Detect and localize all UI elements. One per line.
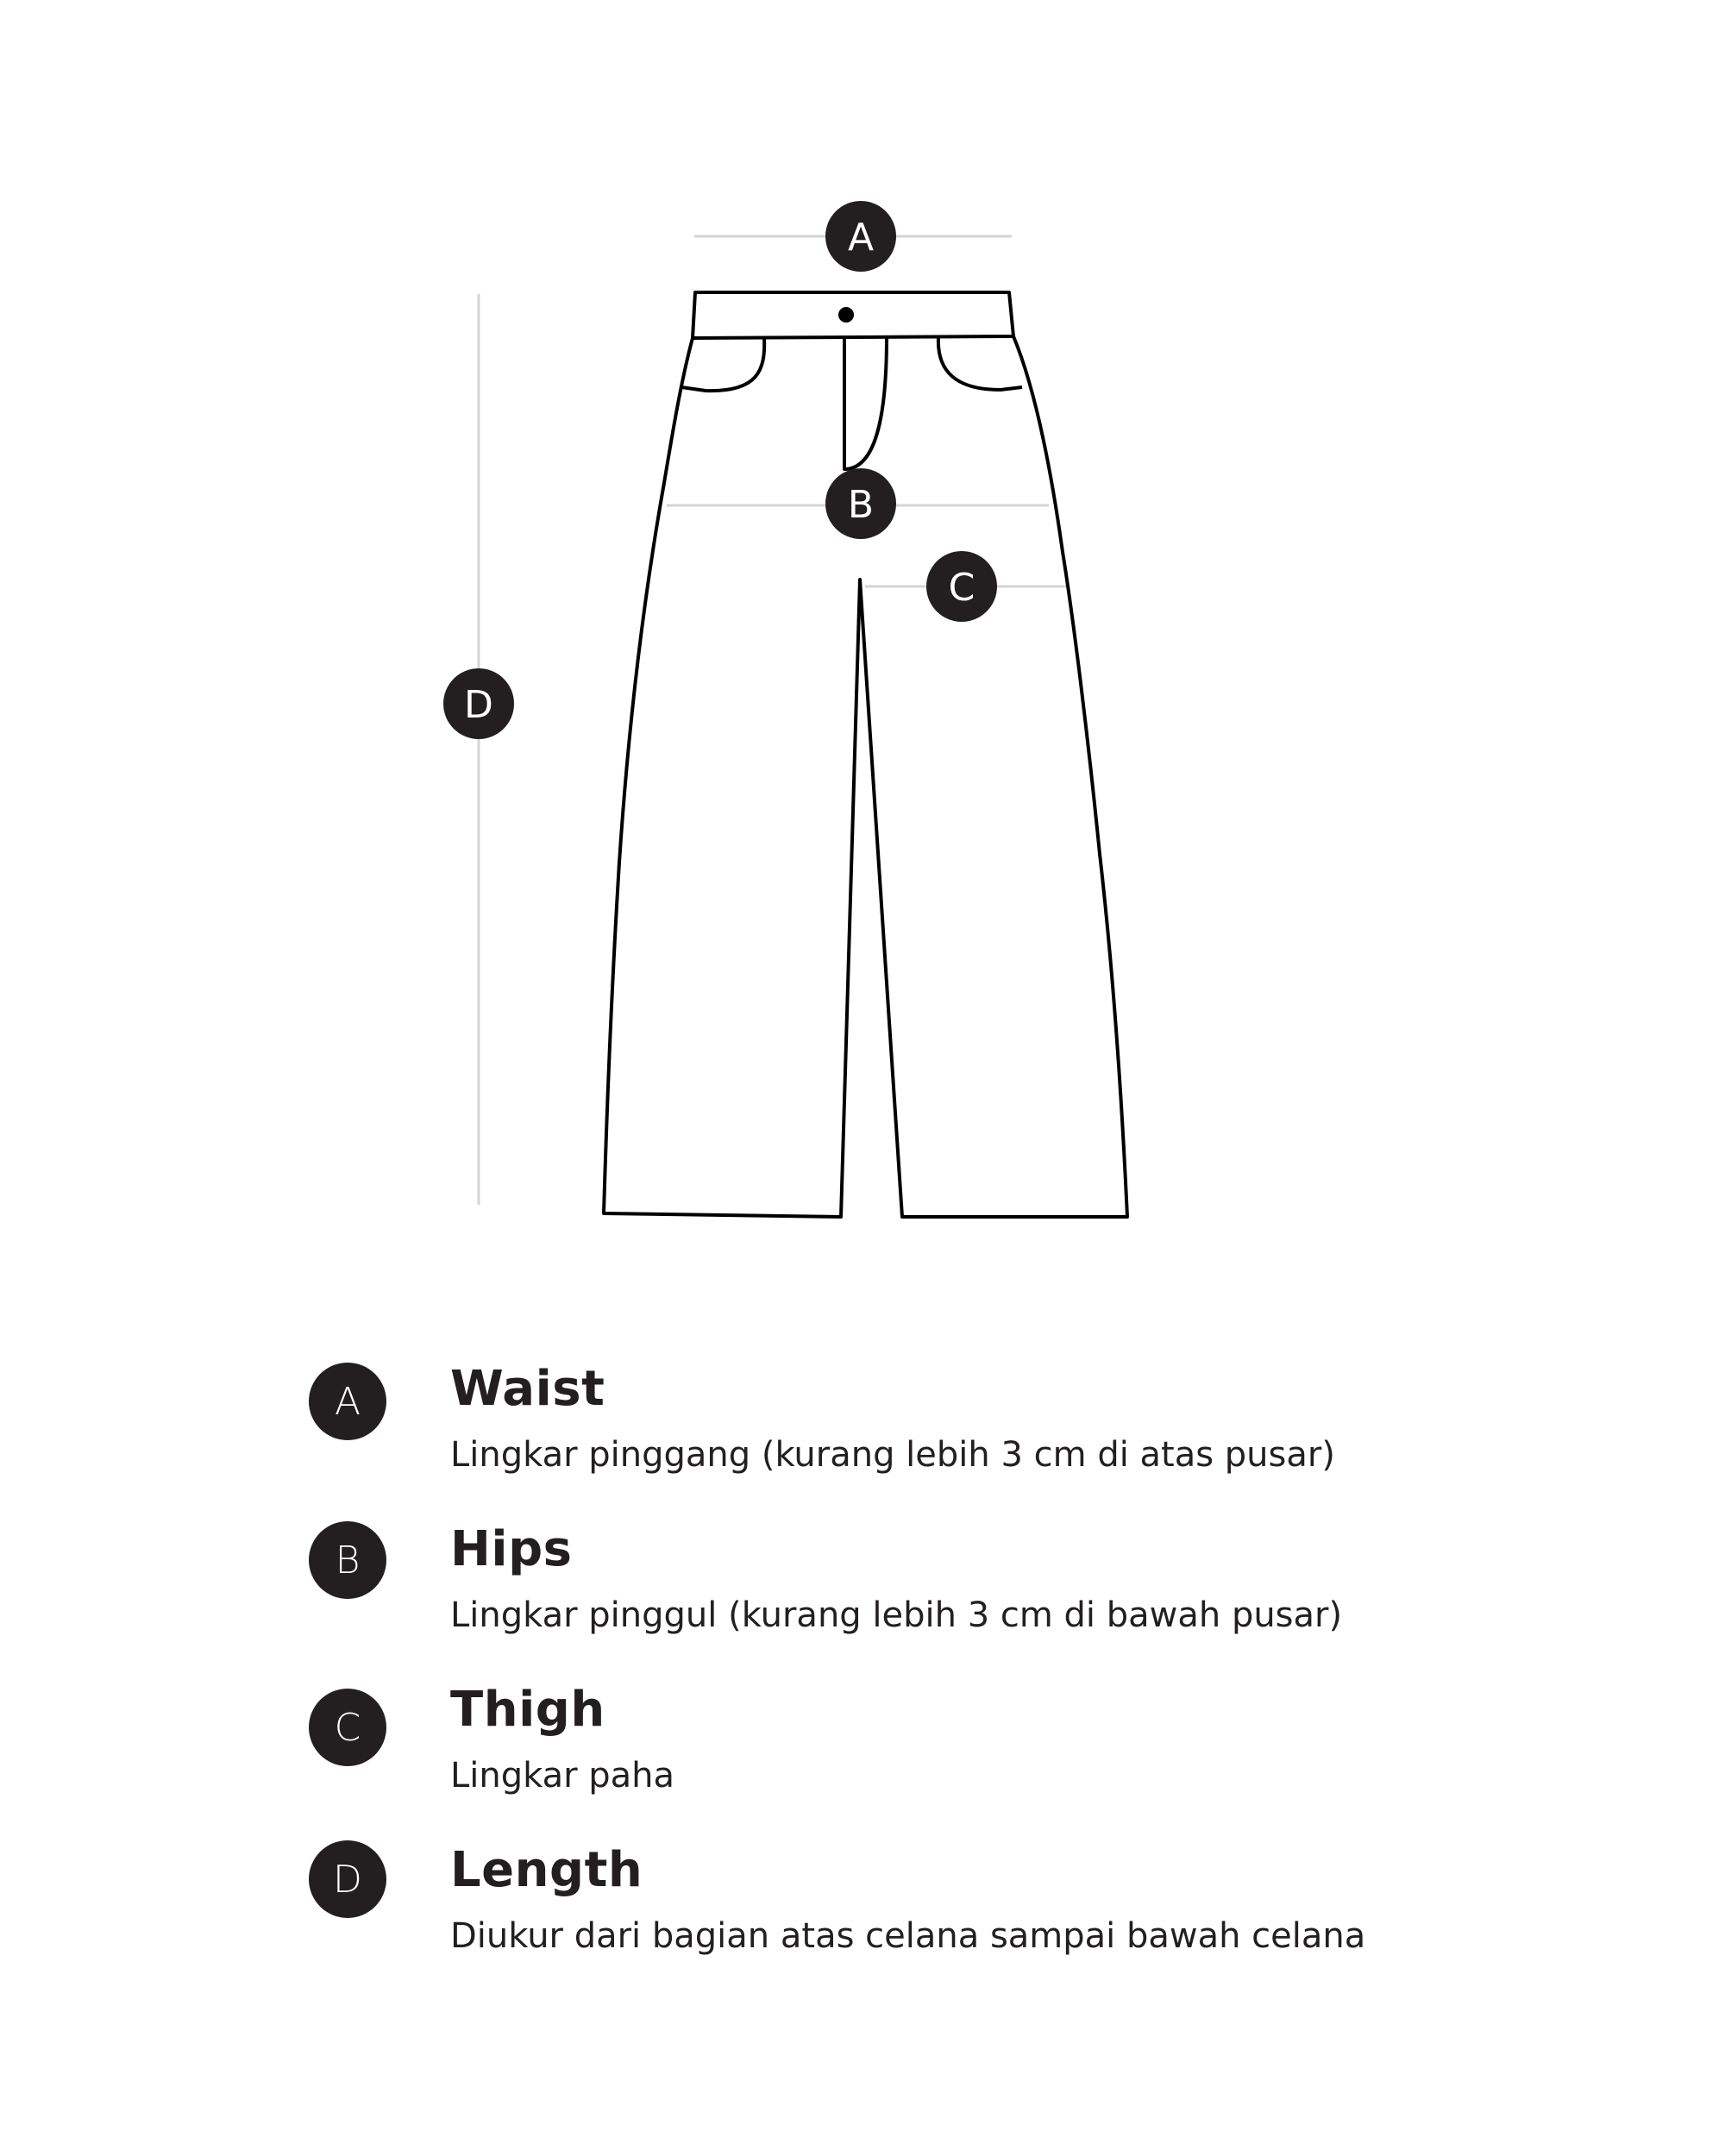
legend-item-waist <box>309 1361 1516 1516</box>
svg-text:C: C <box>948 566 975 610</box>
svg-text:D: D <box>464 683 493 727</box>
button-icon <box>838 307 854 323</box>
marker-a <box>825 201 896 272</box>
badge-a: A <box>309 1363 386 1440</box>
badge-b: B <box>309 1521 386 1599</box>
svg-text:A: A <box>847 216 875 260</box>
badge-d: D <box>309 1840 386 1918</box>
legend-title: Length <box>450 1842 643 1898</box>
legend-item-length <box>309 1842 1516 1997</box>
marker-d <box>443 668 514 739</box>
legend-description: Diukur dari bagian atas celana sampai bawah celana <box>450 1916 1366 1956</box>
measurement-guides <box>479 236 1066 1205</box>
legend-description: Lingkar paha <box>450 1756 675 1796</box>
right-pocket <box>938 337 1022 390</box>
left-pocket <box>681 337 764 391</box>
pants-body <box>604 336 1127 1217</box>
legend-title: Hips <box>450 1521 573 1577</box>
legend-description: Lingkar pinggang (kurang lebih 3 cm di atas pusar) <box>450 1435 1335 1475</box>
marker-b <box>825 468 896 539</box>
svg-text:B: B <box>847 483 875 527</box>
legend-title: Waist <box>450 1361 605 1417</box>
fly <box>844 337 887 469</box>
legend-title: Thigh <box>450 1682 605 1738</box>
marker-c <box>926 551 997 622</box>
legend-item-hips <box>309 1521 1516 1677</box>
badge-c: C <box>309 1689 386 1766</box>
legend-description: Lingkar pinggul (kurang lebih 3 cm di bawah pusar) <box>450 1595 1343 1635</box>
pants-outline <box>604 292 1127 1217</box>
legend-item-thigh <box>309 1682 1516 1837</box>
